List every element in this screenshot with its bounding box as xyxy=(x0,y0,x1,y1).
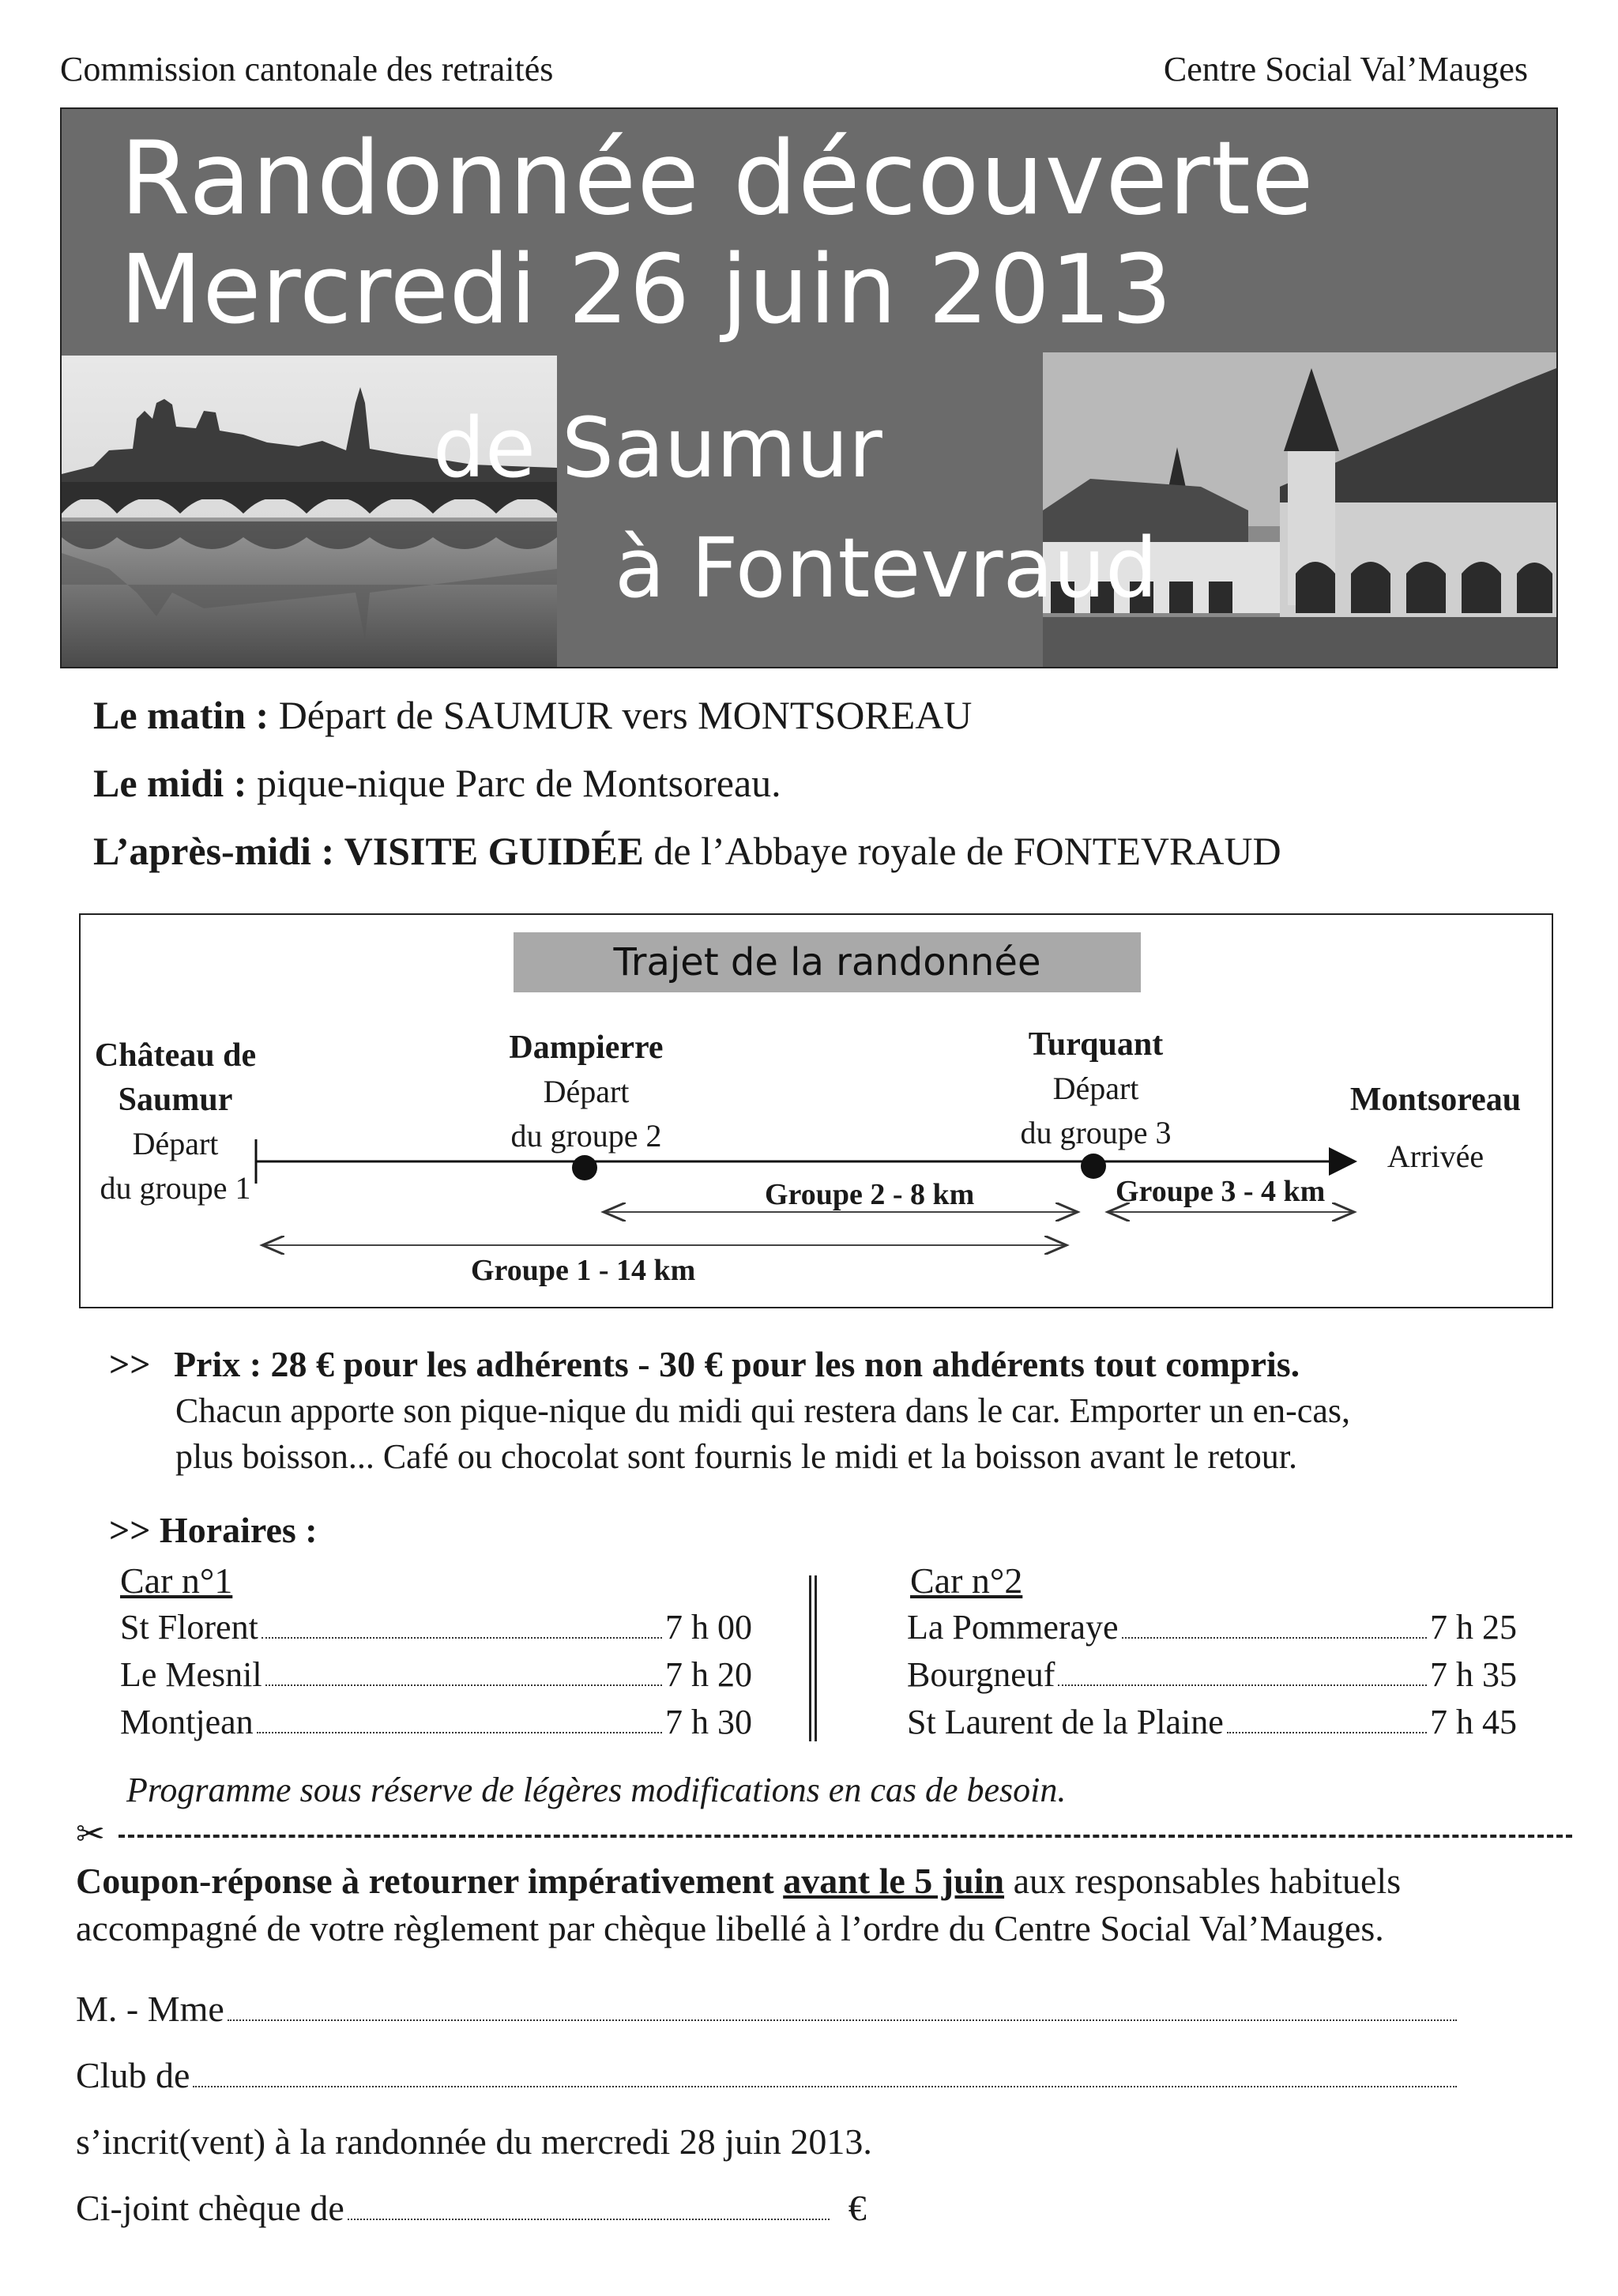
name-label: M. - Mme xyxy=(76,1989,224,2029)
organizer-right: Centre Social Val’Mauges xyxy=(1163,50,1528,88)
stop-note: Départ xyxy=(543,1074,630,1109)
stop-place: La Pommeraye xyxy=(907,1608,1119,1647)
stop-note: du groupe 2 xyxy=(510,1118,662,1154)
price-headline-line xyxy=(109,1343,1300,1385)
organizer-left: Commission cantonale des retraités xyxy=(60,50,554,88)
car2-row xyxy=(907,1654,1517,1695)
coupon-deadline: avant le 5 juin xyxy=(783,1861,1005,1901)
scissors-icon: ✂ xyxy=(76,1815,105,1854)
cheque-field[interactable] xyxy=(76,2187,867,2229)
car1-row xyxy=(120,1654,752,1695)
price-note-1: Chacun apporte son pique-nique du midi qui restera dans le car. Emporter un en-cas, xyxy=(175,1391,1350,1430)
afternoon-bold: VISITE GUIDÉE xyxy=(344,829,644,873)
morning-label: Le matin : xyxy=(93,693,269,737)
noon-line xyxy=(93,760,781,806)
fontevraud-abbey-photo xyxy=(1043,352,1556,667)
stop-note: Départ xyxy=(1052,1071,1139,1106)
price-headline: Prix : 28 € pour les adhérents - 30 € pour les non ahdérents tout compris. xyxy=(173,1344,1300,1384)
coupon-title-start: Coupon-réponse à retourner impérativement xyxy=(76,1861,784,1901)
afternoon-label: L’après-midi : xyxy=(93,829,335,873)
cheque-label: Ci-joint chèque de xyxy=(76,2188,344,2228)
car2-row xyxy=(907,1702,1517,1742)
dampierre-dot xyxy=(572,1155,597,1180)
stop-place: Bourgneuf xyxy=(907,1655,1055,1694)
route-title: Trajet de la randonnée xyxy=(514,932,1141,992)
stop-time: 7 h 35 xyxy=(1430,1655,1517,1694)
car2-title: Car n°2 xyxy=(910,1560,1023,1601)
coupon-title-end: aux responsables habituels xyxy=(1004,1861,1402,1901)
noon-label: Le midi : xyxy=(93,761,247,805)
club-blank[interactable] xyxy=(193,2086,1457,2087)
banner-date: Mercredi 26 juin 2013 xyxy=(120,235,1173,345)
stop-place: St Florent xyxy=(120,1608,258,1647)
stop-name: Saumur xyxy=(118,1082,233,1118)
currency-symbol: € xyxy=(848,2188,867,2228)
signup-text: s’incrit(vent) à la randonnée du mercredi 28 juin 2013. xyxy=(76,2121,872,2162)
stop-place: Montjean xyxy=(120,1703,254,1741)
banner-title: Randonnée découverte xyxy=(120,120,1315,238)
afternoon-line xyxy=(93,828,1281,874)
car1-title: Car n°1 xyxy=(120,1560,233,1601)
stop-name: Château de xyxy=(94,1037,257,1074)
group3-label: Groupe 3 - 4 km xyxy=(1116,1175,1326,1208)
car1-row xyxy=(120,1607,752,1647)
stop-note: du groupe 1 xyxy=(100,1170,251,1206)
morning-line xyxy=(93,692,972,738)
stop-time: 7 h 00 xyxy=(665,1608,752,1647)
title-banner xyxy=(60,107,1558,668)
stop-name: Dampierre xyxy=(509,1029,664,1066)
cut-line xyxy=(119,1835,1572,1838)
banner-from: de Saumur xyxy=(433,400,882,496)
price-marker: >> xyxy=(109,1344,151,1384)
stop-time: 7 h 20 xyxy=(665,1655,752,1694)
stop-time: 7 h 25 xyxy=(1430,1608,1517,1647)
stop-place: St Laurent de la Plaine xyxy=(907,1703,1224,1741)
stop-note: du groupe 3 xyxy=(1020,1115,1172,1150)
afternoon-text: de l’Abbaye royale de FONTEVRAUD xyxy=(653,829,1281,873)
stop-time: 7 h 30 xyxy=(665,1703,752,1741)
club-label: Club de xyxy=(76,2055,190,2095)
route-lines xyxy=(81,915,1552,1307)
coupon-instructions: accompagné de votre règlement par chèque libellé à l’ordre du Centre Social Val’Mauges. xyxy=(76,1908,1384,1948)
name-field[interactable] xyxy=(76,1988,1457,2030)
column-divider xyxy=(809,1575,817,1741)
price-note-2: plus boisson... Café ou chocolat sont fournis le midi et la boisson avant le retour. xyxy=(175,1437,1297,1476)
stop-place: Le Mesnil xyxy=(120,1655,262,1694)
turquant-dot xyxy=(1081,1154,1106,1179)
group1-label: Groupe 1 - 14 km xyxy=(471,1254,696,1287)
car1-row xyxy=(120,1702,752,1742)
program-note: Programme sous réserve de légères modifications en cas de besoin. xyxy=(126,1771,1067,1809)
stop-note: Départ xyxy=(132,1126,219,1161)
cheque-blank[interactable] xyxy=(348,2219,830,2220)
stop-name: Montsoreau xyxy=(1349,1082,1522,1118)
route-diagram xyxy=(79,913,1553,1308)
hours-heading: >> Horaires : xyxy=(109,1510,318,1550)
noon-text: pique-nique Parc de Montsoreau. xyxy=(256,761,781,805)
car2-row xyxy=(907,1607,1517,1647)
morning-text: Départ de SAUMUR vers MONTSOREAU xyxy=(278,693,973,737)
group2-label: Groupe 2 - 8 km xyxy=(765,1178,975,1211)
stop-name: Turquant xyxy=(1028,1026,1164,1063)
name-blank[interactable] xyxy=(228,2019,1457,2021)
stop-time: 7 h 45 xyxy=(1430,1703,1517,1741)
stop-note: Arrivée xyxy=(1387,1139,1484,1174)
coupon-title xyxy=(76,1860,1401,1902)
club-field[interactable] xyxy=(76,2054,1457,2096)
banner-to: à Fontevraud xyxy=(615,520,1158,616)
